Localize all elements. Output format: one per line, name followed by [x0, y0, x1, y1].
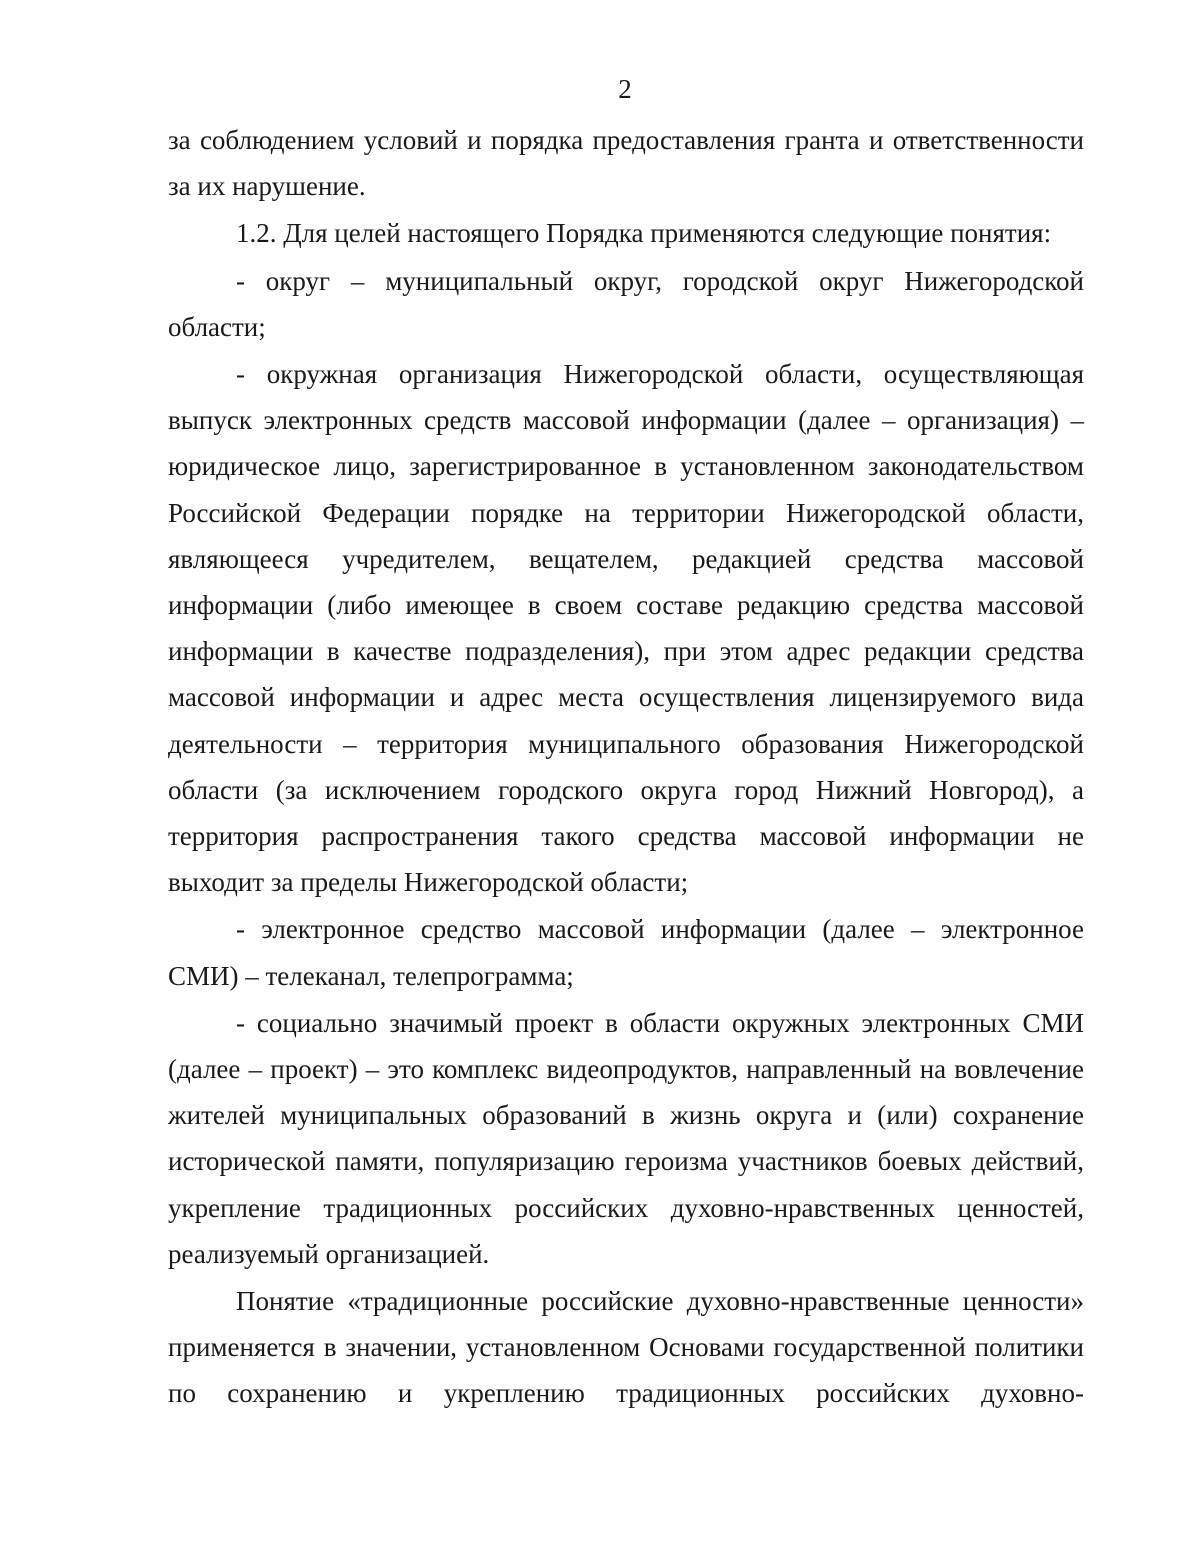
- paragraph-continuation: за соблюдением условий и порядка предоставления гранта и ответственности за их нарушение.: [168, 125, 1084, 202]
- paragraph-definition-organization: - окружная организация Нижегородской области, осуществляющая выпуск электронных средств массовой информации (далее – организация) – юридическое лицо, зарегистрированное в установленном законодательством Российской Федерации порядке на территории Нижегородской области, являющееся учредителем, вещателем, редакцией средства массовой информации (либо имеющее в своем составе редакцию средства массовой информации в качестве подразделения), при этом адрес редакции средства массовой информации и адрес места осуществления лицензируемого вида деятельности – территория муниципального образования Нижегородской области (за исключением городского округа город Нижний Новгород), а территория распространения такого средства массовой информации не выходит за пределы Нижегородской области;: [168, 359, 1084, 898]
- paragraph-definition-electronic-media: - электронное средство массовой информации (далее – электронное СМИ) – телеканал, телепрограмма;: [168, 914, 1084, 991]
- paragraph-definitions-intro: 1.2. Для целей настоящего Порядка применяются следующие понятия:: [236, 218, 1052, 249]
- paragraph-definition-project: - социально значимый проект в области окружных электронных СМИ (далее – проект) – это комплекс видеопродуктов, направленный на вовлечение жителей муниципальных образований в жизнь округа и (или) сохранение исторической памяти, популяризацию героизма участников боевых действий, укрепление традиционных российских духовно-нравственных ценностей, реализуемый организацией.: [168, 1007, 1084, 1269]
- page-number: 2: [618, 74, 632, 104]
- document-body: [168, 117, 1084, 1417]
- paragraph-traditional-values: Понятие «традиционные российские духовно-нравственные ценности» применяется в значении, установленном Основами государственной политики по сохранению и укреплению традиционных российских духовно-: [168, 1286, 1084, 1409]
- paragraph-definition-okrug: - округ – муниципальный округ, городской округ Нижегородской области;: [168, 265, 1084, 342]
